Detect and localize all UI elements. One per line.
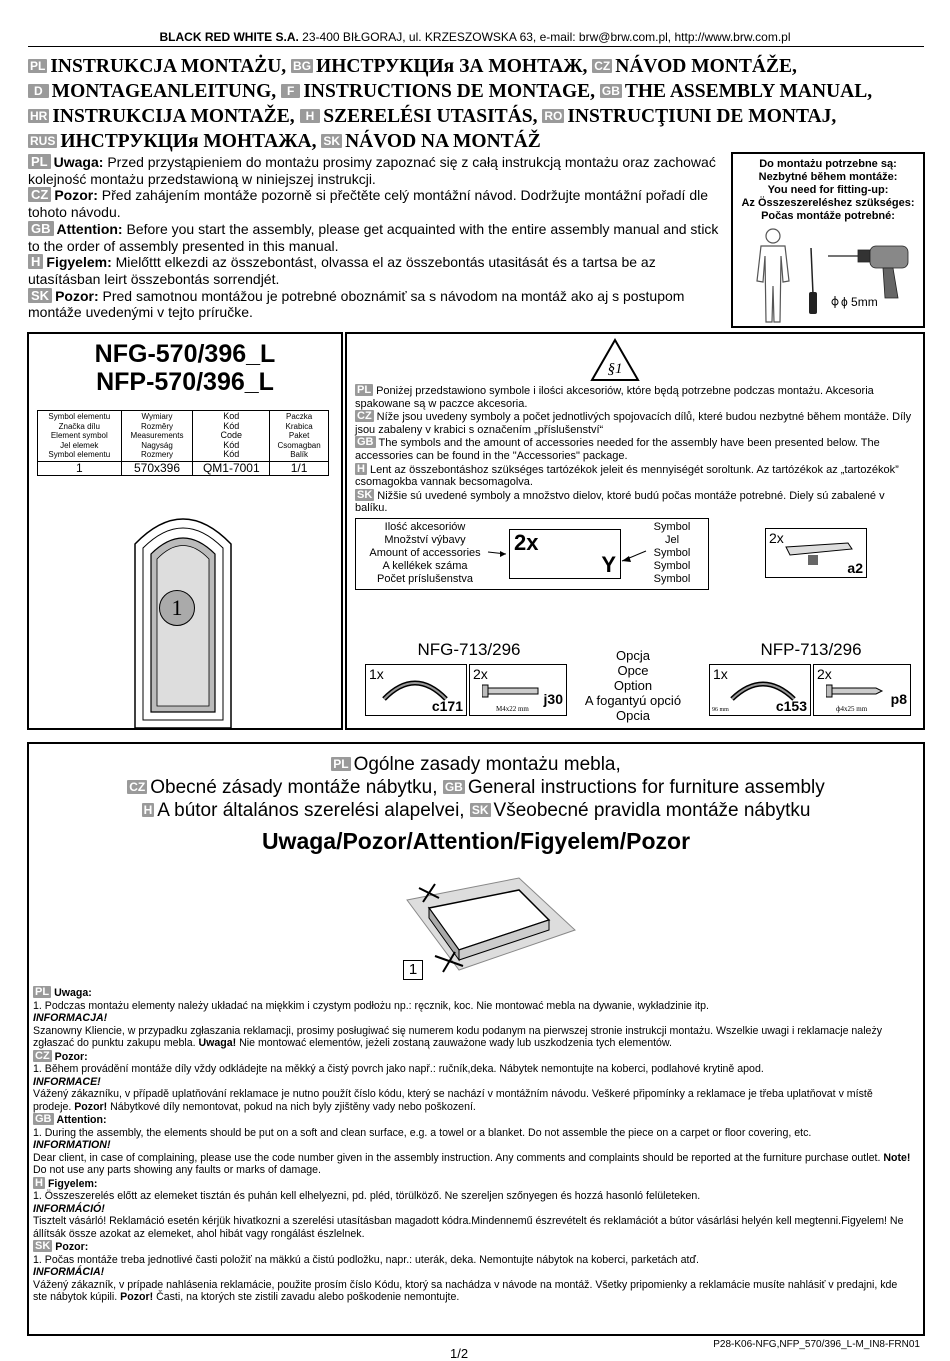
warning-label: Pozor: (55, 287, 99, 304)
note-info: INFORMÁCIÓ! (33, 1202, 105, 1215)
warning-text: Przed przystąpieniem do montażu prosimy zapoznać się z całą instrukcją montażu oraz zachować kolejność montażu przedstawioną w niniejszej instrukcji. (28, 154, 716, 187)
lang-badge: PL (333, 757, 349, 771)
lang-badge: H (357, 462, 365, 475)
accessories-texts (355, 384, 915, 515)
acc-text: Nižšie sú uvedené symboly a množstvo dielov, ktoré budú počas montáže potrebné. Diely sú zabalené v balíku. (355, 489, 885, 515)
title-text: NÁVOD NA MONTÁŽ (345, 131, 541, 152)
lang-badge: D (28, 84, 49, 98)
accessories-box (345, 332, 925, 730)
lang-badge: CZ (129, 780, 146, 794)
lang-badge: PL (357, 384, 372, 396)
general-instructions-box (27, 742, 925, 1336)
soft-surface-illustration (399, 870, 579, 980)
warning-pl (28, 154, 728, 187)
header-line: Csomagban (277, 440, 321, 450)
header-line: Code (220, 430, 243, 440)
note-bold: Pozor! (120, 1291, 154, 1303)
figure-number: 1 (403, 960, 423, 980)
lang-badge: SK (35, 1240, 51, 1252)
note-info: INFORMACE! (33, 1075, 101, 1088)
lang-badge: GB (357, 436, 374, 449)
acc-text-pl (355, 384, 915, 410)
screwdriver-icon (809, 248, 817, 314)
screw-p8 (813, 664, 911, 716)
tools-illustration (733, 226, 923, 326)
handle-c171 (365, 664, 467, 716)
header-line: Paczka (285, 412, 313, 421)
accessory-code: c171 (431, 698, 463, 714)
accessory-a2 (765, 528, 867, 578)
accessory-qty: 1x (713, 666, 728, 682)
attention-heading: Uwaga/Pozor/Attention/Figyelem/Pozor (261, 828, 691, 854)
lang-badge: PL (30, 59, 46, 73)
warning-label: Pozor: (54, 187, 98, 204)
title-text: ИНСТРУКЦИя ЗА МОНТАЖ, (316, 56, 588, 77)
note-body (33, 1088, 913, 1113)
legend-line: Symbol (653, 560, 691, 572)
table-header-cell (38, 411, 122, 462)
header-line: Paket (288, 431, 310, 440)
paragraph-symbol: §1 (607, 361, 623, 377)
note-tail: Nábytkové díly nemontovat, pokud na nich byly zjištěny vady nebo poškození. (107, 1100, 476, 1113)
lang-badge: PL (35, 986, 50, 998)
tools-heading (733, 154, 923, 223)
note-tail: Časti, na ktorých ste zistili zavadu alebo poškodenie nemontujte. (153, 1291, 460, 1303)
note-block-pl (33, 986, 913, 1050)
header-line: Element symbol (50, 431, 108, 440)
table-cell: 1/1 (270, 461, 329, 476)
title-text: SZERELÉSI UTASITÁS, (323, 106, 538, 127)
note-bold: Pozor! (74, 1100, 108, 1113)
acc-text: Lent az összebontáshoz szükséges tartózékok jeleit és mennyiségét soroltunk. Az tartózékok az „tartozékok” csomagokba vannak becsomagolva. (355, 463, 899, 489)
table-header-cell (270, 411, 329, 462)
drill-icon (828, 246, 908, 298)
legend-line: Symbol (653, 547, 691, 559)
option-line: Option (613, 678, 653, 693)
lang-badge: RO (544, 109, 563, 123)
drill-bit-icon (832, 296, 838, 308)
header-line: Kód (223, 439, 240, 450)
note-info: INFORMACJA! (33, 1012, 108, 1024)
header-line: Symbol elementu (48, 412, 111, 421)
lang-badge: CZ (35, 1049, 50, 1062)
title-text: MONTAGEANLEITUNG, (51, 81, 277, 102)
title-text: INSTRUKCIJA MONTAŽE, (52, 106, 295, 127)
person-icon (757, 229, 789, 322)
table-cell: 570x396 (121, 461, 193, 476)
header-line: Krabica (285, 421, 313, 431)
title-text: INSTRUKCJA MONTAŻU, (50, 56, 287, 77)
general-title-1 (29, 752, 923, 777)
tools-line: Počas montáže potrebné: (761, 210, 895, 222)
title-text: INSTRUCŢIUNI DE MONTAJ, (567, 106, 837, 127)
lang-badge: GB (444, 780, 463, 794)
note-line: 1. Počas montáže treba jednotlivé časti položiť na mäkkú a čistú podložku, napr.: uterák, deka. Nemontujte nábytok na koberci, parketách atď. (33, 1253, 699, 1266)
option-line: Opcja (616, 648, 650, 663)
acc-text-cz (355, 410, 915, 436)
header-line: Kód (223, 420, 240, 431)
lang-badge: GB (601, 84, 620, 98)
note-line: 1. During the assembly, the elements should be put on a soft and clean surface, e.g. a towel or a blanket. Do not assemble the piece on a carpet or floor covering, etc. (33, 1126, 812, 1139)
warning-label: Attention: (56, 220, 123, 237)
lang-badge: PL (28, 154, 51, 169)
model-name-2: NFP-570/396_L (96, 368, 274, 396)
general-title-text: Obecné zásady montáže nábytku, (150, 777, 438, 798)
acc-text-sk (355, 489, 915, 515)
note-info: INFORMATION! (33, 1139, 111, 1151)
screw-j30 (469, 664, 567, 716)
general-title-text: Všeobecné pravidla montáže nábytku (493, 800, 811, 821)
screw-size: ф4x25 mm (836, 705, 868, 713)
note-tail: Nie montować elementów, jeżeli zostaną zauważone wady lub uszkodzenia tych elementów. (236, 1037, 672, 1049)
note-body (33, 1025, 913, 1050)
lang-badge: CZ (594, 59, 611, 73)
note-body-text: Szanowny Kliencie, w przypadku zgłaszania reklamacji, prosimy posługiwać się numerem kodu podanym na pierwszej stronie instrukcji montażu. Wszelkie uwagi i reklamacje należy zgłaszać do punktu zakupu mebla. (33, 1024, 883, 1049)
title-text: ИНСТРУКЦИя МОНТАЖА, (60, 131, 317, 152)
header-divider (28, 46, 924, 47)
lang-badge: HR (30, 109, 48, 123)
note-label: Figyelem: (47, 1177, 98, 1190)
warning-label: Uwaga: (53, 154, 104, 170)
product-box (27, 332, 343, 730)
note-body: Tisztelt vásárló! Reklamáció esetén kérjük hivatkozni a szerelési utasításban magadott kódra.Mindennemű észrevételt és reklamációt a bútor vásárlási helyén kell megtenni.Figyelem! Ne állítsák össze azokat az elemeket, ahol hibát vagy rongálást észlelnek. (33, 1215, 904, 1240)
option-line: A fogantyú opció (584, 693, 682, 708)
legend-right (640, 521, 704, 586)
note-line: 1. Podczas montażu elementy należy układać na miękkim i czystym podłożu np.: ręcznik, koc. Nie montować mebla na dywanie, wykładzinie itp. (33, 999, 709, 1012)
header-line: Značka dílu (58, 421, 100, 431)
tools-line: You need for fitting-up: (767, 184, 889, 196)
note-block-cz (33, 1050, 913, 1114)
general-title-text: A bútor általános szerelési alapelvei, (157, 800, 465, 821)
drill-size-label: ϕ 5mm (841, 295, 878, 309)
tools-line: Nezbytné během montáže: (758, 171, 898, 183)
lang-badge: RUS (30, 134, 56, 148)
header-line: Symbol elementu (48, 450, 111, 459)
option-right-model: NFP-713/296 (760, 640, 862, 659)
tools-needed-box (731, 152, 925, 328)
accessory-qty: 1x (369, 666, 384, 682)
company-header (0, 30, 950, 44)
warning-h (28, 254, 728, 287)
legend-line: Počet príslušenstva (377, 573, 473, 585)
note-bold: Uwaga! (198, 1037, 237, 1049)
acc-text: Poniżej przedstawiono symbole i ilości akcesoriów, które będą potrzebne podczas montażu. Akcesoria spakowane są w paczce akcesoria. (355, 385, 874, 410)
table-header-row (38, 411, 329, 462)
header-line: Rozmery (140, 450, 173, 459)
accessory-code: c153 (775, 698, 807, 714)
lang-badge: H (300, 109, 321, 123)
lang-badge: F (281, 84, 300, 98)
note-label: Pozor: (54, 1050, 88, 1063)
general-title-text: Ogólne zasady montażu mebla, (353, 754, 621, 775)
note-label: Pozor: (55, 1241, 89, 1253)
titles-line-4 (28, 129, 928, 154)
accessory-qty: 2x (769, 530, 784, 546)
company-name: BLACK RED WHITE S.A. (159, 30, 299, 44)
note-body (33, 1279, 913, 1304)
lang-badge: SK (471, 803, 489, 817)
paragraph-warning-icon (590, 338, 640, 382)
legend-line: Symbol (653, 573, 691, 585)
warning-text: Mielőttt elkezdi az összebontást, olvassa el az összebontás utasitását és a tartsa be az utasításban leirt összebontás sorrendjét. (28, 254, 656, 287)
lang-badge: BG (293, 59, 312, 73)
acc-text: Níže jsou uvedeny symboly a počet jednotlivých spojovacích dílů, které budou nezbytné během montáže. Díly jsou zabaleny v krabici s označením „příslušenství“ (355, 411, 912, 436)
handle-c153 (709, 664, 811, 716)
note-body-text: Vážený zákazníku, v případě uplatňování reklamace je nutno použít číslo kódu, který se nachází v montážním návodu. Veškeré připomínky a reklamace je třeba uplatňovat v místě prodeje. (33, 1088, 873, 1113)
option-left-model: NFG-713/296 (417, 640, 521, 659)
instruction-titles (28, 54, 928, 154)
lang-badge: CZ (357, 410, 372, 423)
screw-icon (482, 683, 542, 699)
handle-size: 96 mm (712, 707, 729, 713)
accessory-qty: 2x (817, 666, 832, 682)
titles-line-1 (28, 54, 928, 79)
general-title-3 (29, 798, 923, 823)
page-number: 1/2 (450, 1346, 469, 1361)
model-name-1: NFG-570/396_L (94, 340, 276, 368)
accessory-legend (355, 518, 709, 590)
note-bold: Note! (883, 1151, 911, 1164)
parts-table (37, 410, 329, 476)
legend-symbol: Y (601, 552, 616, 577)
accessory-code: p8 (890, 691, 907, 707)
table-header-cell (193, 411, 270, 462)
tools-line: Do montażu potrzebne są: (759, 158, 897, 170)
general-notes (33, 986, 913, 1304)
assembly-warnings (28, 154, 728, 321)
note-body-text: Vážený zákazník, v prípade nahlásenia reklamácie, použite prosím číslo Kódu, ktorý sa nachádza v návode na montáž. Všetky pripomienky a reklamácie musíte nahlásiť v predajni, kde ste nábytok kúpili. (33, 1278, 898, 1303)
title-text: THE ASSEMBLY MANUAL, (624, 81, 873, 102)
legend-line: A kellékek száma (382, 560, 468, 572)
accessory-code: j30 (543, 691, 563, 707)
warning-cz (28, 187, 728, 220)
option-labels (573, 648, 693, 723)
acc-text: The symbols and the amount of accessories needed for the assembly have been presented below. The accessories can be found in the "Accessories" package. (355, 437, 880, 462)
legend-line: Ilość akcesoriów (384, 521, 466, 533)
acc-text-gb (355, 436, 915, 462)
warning-text: Before you start the assembly, please get acquainted with the entire assembly manual and stick to the order of assembly presented in this manual. (28, 220, 719, 254)
header-line: Rozměry (140, 421, 173, 431)
tools-line: Az Összeszereléshez szükséges: (741, 197, 915, 209)
note-tail: Do not use any parts showing any faults or marks of damage. (33, 1164, 321, 1176)
document-code: P28-K06-NFG,NFP_570/396_L-M_IN8-FRN01 (713, 1339, 920, 1350)
lang-badge: H (143, 803, 153, 817)
lang-badge: GB (28, 221, 54, 236)
note-label: Uwaga: (54, 987, 92, 999)
note-block-sk (33, 1240, 913, 1304)
lang-badge: H (35, 1176, 43, 1189)
header-line: Kod (223, 411, 240, 421)
screw-size: M4x22 mm (496, 705, 529, 713)
note-block-h (33, 1177, 913, 1241)
title-text: INSTRUCTIONS DE MONTAGE, (303, 81, 595, 102)
title-text: NÁVOD MONTÁŽE, (615, 56, 797, 77)
warning-label: Figyelem: (46, 254, 112, 271)
header-line: Nagyság (141, 440, 173, 450)
warning-sk (28, 288, 728, 321)
lang-badge: SK (323, 134, 341, 148)
lang-badge: GB (35, 1113, 52, 1125)
note-line: 1. Összeszerelés előtt az elemeket tisztán és puhán kell elhelyezni, pd. pléd, törülköző. Ne szereljen szőnyegen és hozzá hasonló felületeken. (33, 1190, 701, 1202)
note-block-gb (33, 1113, 913, 1177)
legend-line: Jel (664, 534, 680, 546)
titles-line-2 (28, 79, 928, 104)
bracket-icon (778, 539, 858, 569)
general-title-2 (29, 775, 923, 800)
note-line: 1. Během provádění montáže díly vždy odkládejte na měkký a čistý povrch jako např.: ručník,deka. Nábytek nemontujte na koberci, podlahové krytině apod. (33, 1063, 764, 1075)
general-title-text: General instructions for furniture assembly (467, 777, 825, 798)
legend-line: Symbol (653, 521, 691, 533)
note-body (33, 1152, 913, 1177)
company-address: 23-400 BIŁGORAJ, ul. KRZESZOWSKA 63, e-mail: brw@brw.com.pl, http://www.brw.com.pl (302, 30, 791, 44)
header-line: Kód (223, 449, 240, 459)
warning-text: Pred samotnou montážou je potrebné oboznámiť sa s návodom na montáž ako aj s postupom montáže uvedenými v tejto príručke. (28, 287, 685, 321)
warning-gb (28, 221, 728, 254)
acc-text-h (355, 463, 915, 489)
accessory-qty: 2x (473, 666, 488, 682)
titles-line-3 (28, 104, 928, 129)
option-line: Opce (617, 663, 649, 678)
header-line: Wymiary (141, 412, 173, 421)
element-number-badge: 1 (159, 590, 195, 626)
table-cell: QM1-7001 (193, 461, 270, 476)
lang-badge: CZ (28, 187, 51, 202)
accessory-code: a2 (847, 560, 863, 576)
note-info: INFORMÁCIA! (33, 1266, 105, 1278)
option-line: Opcia (616, 708, 650, 723)
header-line: Jel elemek (60, 440, 99, 450)
lang-badge: H (28, 254, 43, 269)
legend-line: Množství výbavy (384, 534, 466, 546)
note-label: Attention: (56, 1114, 107, 1126)
lang-badge: SK (28, 288, 52, 303)
header-line: Balík (290, 450, 308, 459)
screw-icon (826, 683, 886, 699)
warning-text: Před zahájením montáže pozorně si přečtěte celý montážní návod. Dodržujte montážní pořadí dle tohoto návodu. (28, 187, 709, 221)
table-row (38, 461, 329, 476)
table-header-cell (121, 411, 193, 462)
table-cell: 1 (38, 461, 122, 476)
note-body-text: Dear client, in case of complaining, please use the code number given in the assembly instruction. Any comments and complaints should be reported at the furniture purchase outlet. (33, 1151, 884, 1164)
legend-qty: 2x (514, 530, 539, 555)
header-line: Measurements (130, 431, 184, 440)
lang-badge: SK (357, 488, 373, 501)
legend-line: Amount of accessories (369, 547, 481, 559)
